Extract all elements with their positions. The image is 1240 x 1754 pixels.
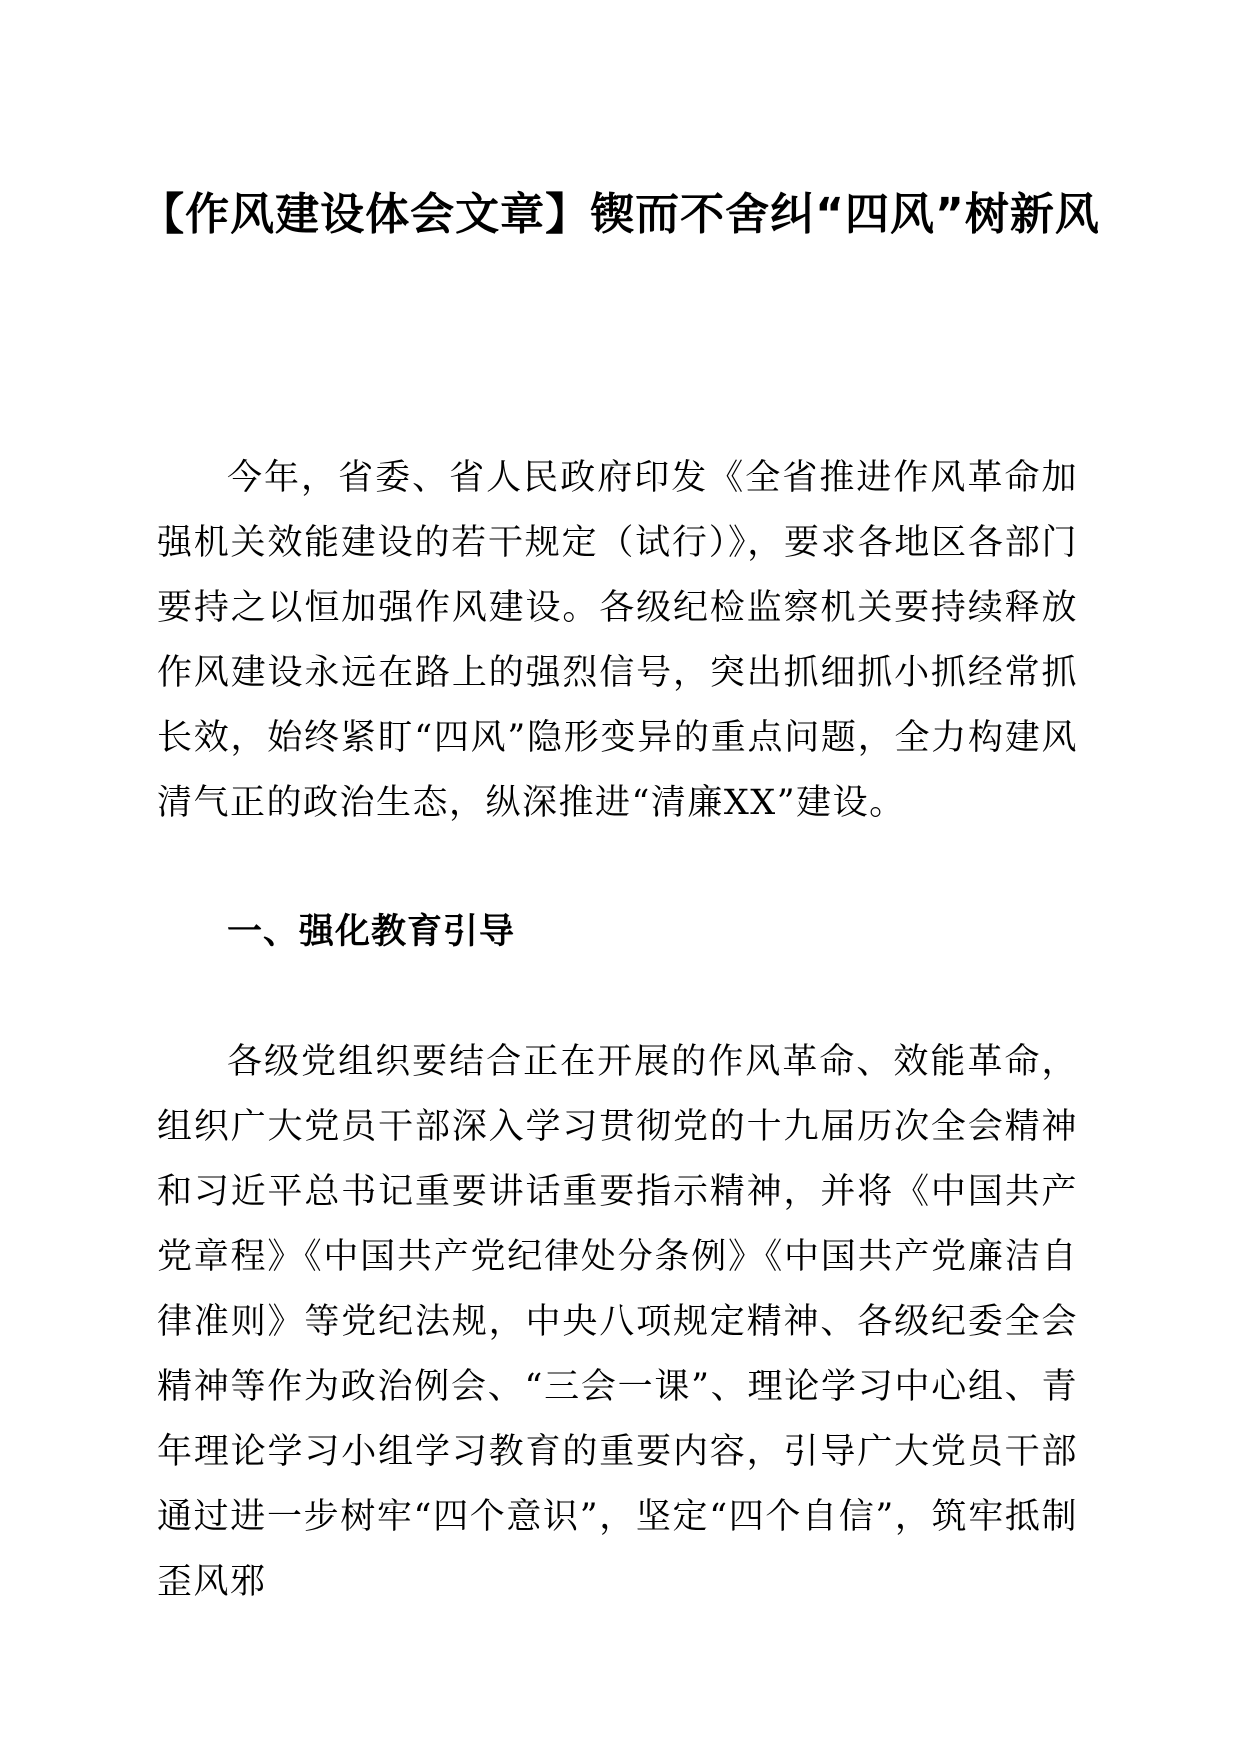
section-heading: 一、强化教育引导 <box>227 912 516 952</box>
intro-paragraph: 今年，省委、省人民政府印发《全省推进作风革命加强机关效能建设的若干规定（试行）》，要求各地区各部门要持之以恒加强作风建设。各级纪检监察机关要持续释放作风建设永远在路上的强烈信号，突出抓细抓小抓经常抓长效，始终紧盯“四风”隐形变异的重点问题，全力构建风清气正的政治生态，纵深推进“清廉XX”建设。 <box>157 458 1078 823</box>
section-body-paragraph: 各级党组织要结合正在开展的作风革命、效能革命，组织广大党员干部深入学习贯彻党的十九届历次全会精神和习近平总书记重要讲话重要指示精神，并将《中国共产党章程》《中国共产党纪律处分条例》《中国共产党廉洁自律准则》等党纪法规，中央八项规定精神、各级纪委全会精神等作为政治例会、“三会一课”、理论学习中心组、青年理论学习小组学习教育的重要内容，引导广大党员干部通过进一步树牢“四个意识”，坚定“四个自信”，筑牢抵制歪风邪 <box>157 1042 1078 1602</box>
document-title: 【作风建设体会文章】锲而不舍纠“四风”树新风 <box>140 189 1100 240</box>
